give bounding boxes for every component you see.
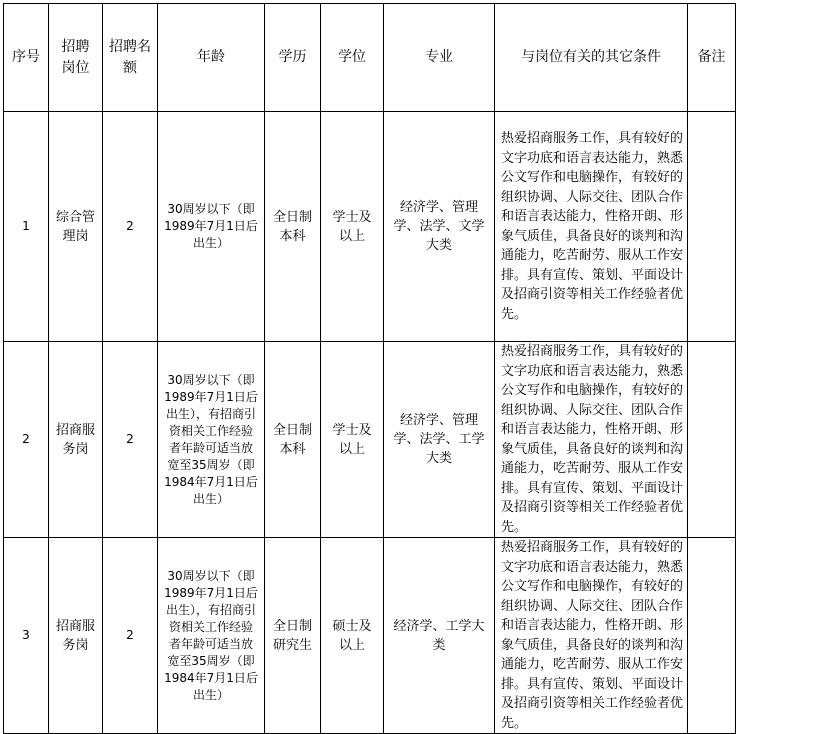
row-degree: 学士及以上 [321, 112, 384, 342]
header-conditions: 与岗位有关的其它条件 [495, 4, 688, 112]
row-position: 招商服务岗 [49, 342, 103, 538]
header-major: 专业 [384, 4, 495, 112]
row-education: 全日制本科 [265, 112, 321, 342]
header-age: 年龄 [158, 4, 265, 112]
row-major: 经济学、工学大类 [384, 538, 495, 734]
row-age: 30周岁以下（即1989年7月1日后出生），有招商引资相关工作经验者年龄可适当放宽至35周岁（即1984年7月1日后出生） [158, 538, 265, 734]
row-position: 招商服务岗 [49, 538, 103, 734]
row-education: 全日制研究生 [265, 538, 321, 734]
recruitment-table [3, 3, 736, 734]
row-major: 经济学、管理学、法学、文学大类 [384, 112, 495, 342]
header-degree: 学位 [321, 4, 384, 112]
row-count: 2 [103, 112, 158, 342]
table-row [4, 538, 736, 734]
row-count: 2 [103, 538, 158, 734]
header-education: 学历 [265, 4, 321, 112]
row-count: 2 [103, 342, 158, 538]
row-conditions: 热爱招商服务工作，具有较好的文字功底和语言表达能力，熟悉公文写作和电脑操作，有较好的组织协调、人际交往、团队合作和语言表达能力，性格开朗、形象气质佳，具备良好的谈判和沟通能力，吃苦耐劳、服从工作安排。具有宣传、策划、平面设计及招商引资等相关工作经验者优先。 [495, 342, 688, 538]
row-major: 经济学、管理学、法学、工学大类 [384, 342, 495, 538]
row-remarks [688, 538, 736, 734]
row-conditions: 热爱招商服务工作，具有较好的文字功底和语言表达能力，熟悉公文写作和电脑操作，有较好的组织协调、人际交往、团队合作和语言表达能力，性格开朗、形象气质佳，具备良好的谈判和沟通能力，吃苦耐劳、服从工作安排。具有宣传、策划、平面设计及招商引资等相关工作经验者优先。 [495, 538, 688, 734]
row-index: 1 [4, 112, 49, 342]
row-remarks [688, 342, 736, 538]
row-position: 综合管理岗 [49, 112, 103, 342]
row-index: 2 [4, 342, 49, 538]
header-row [4, 4, 736, 112]
table-row [4, 342, 736, 538]
row-conditions: 热爱招商服务工作，具有较好的文字功底和语言表达能力，熟悉公文写作和电脑操作，有较好的组织协调、人际交往、团队合作和语言表达能力，性格开朗、形象气质佳，具备良好的谈判和沟通能力，吃苦耐劳、服从工作安排。具有宣传、策划、平面设计及招商引资等相关工作经验者优先。 [495, 112, 688, 342]
header-index: 序号 [4, 4, 49, 112]
row-degree: 学士及以上 [321, 342, 384, 538]
row-index: 3 [4, 538, 49, 734]
table-row [4, 112, 736, 342]
row-remarks [688, 112, 736, 342]
header-position: 招聘岗位 [49, 4, 103, 112]
row-age: 30周岁以下（即1989年7月1日后出生） [158, 112, 265, 342]
row-age: 30周岁以下（即1989年7月1日后出生），有招商引资相关工作经验者年龄可适当放宽至35周岁（即1984年7月1日后出生） [158, 342, 265, 538]
header-count: 招聘名额 [103, 4, 158, 112]
row-degree: 硕士及以上 [321, 538, 384, 734]
row-education: 全日制本科 [265, 342, 321, 538]
recruitment-table-container [3, 3, 736, 734]
header-remarks: 备注 [688, 4, 736, 112]
